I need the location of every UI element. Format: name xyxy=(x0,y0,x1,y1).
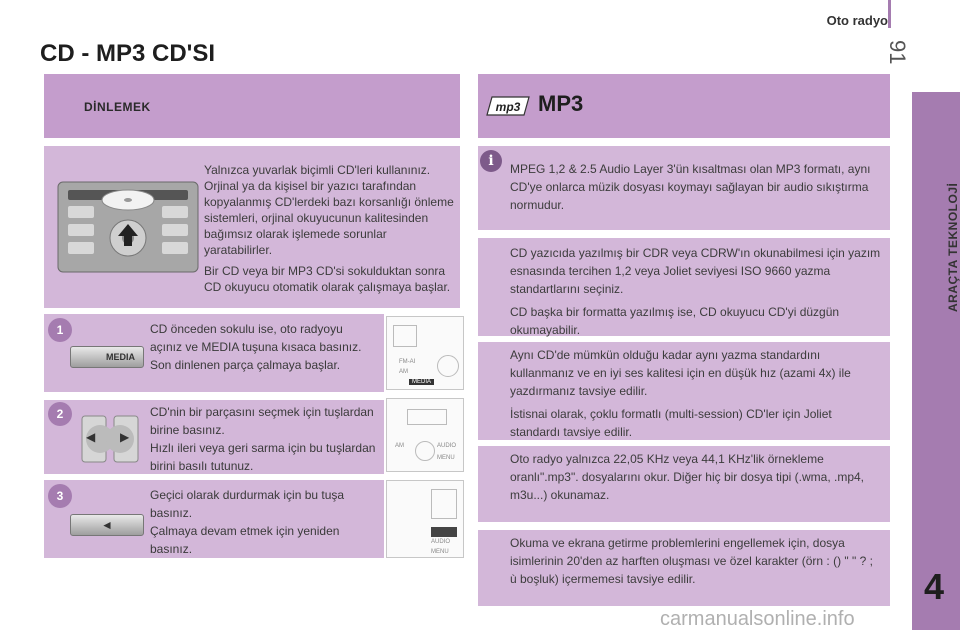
seek-back-icon[interactable]: ◀ xyxy=(86,430,96,444)
intro-text xyxy=(204,162,456,300)
intro-paragraph: Yalnızca yuvarlak biçimli CD'leri kullanınız. Orjinal ya da kişisel bir yazıcı tarafından kopyalanmış CD'lerdeki bazı korsanlığı önleme sistemleri, orjinal okuyucunun kalitesinden bağımsız olarak işlemede sorunlar yaratabilirler. xyxy=(204,163,454,257)
mp3-speed-text xyxy=(510,346,882,446)
step-1-line: Son dinlenen parça çalmaya başlar. xyxy=(150,358,341,372)
mp3-format-text xyxy=(510,450,882,509)
media-button[interactable]: MEDIA xyxy=(70,346,144,368)
radio-sketch-seek xyxy=(386,398,464,472)
mp3-writing-text xyxy=(510,244,882,344)
step-2-text xyxy=(150,403,378,475)
step-1-badge: 1 xyxy=(48,318,72,342)
listen-title: DİNLEMEK xyxy=(84,100,151,114)
pause-icon: ◄ xyxy=(101,518,113,532)
section-title: Oto radyo xyxy=(826,13,888,28)
radio-sketch-pause xyxy=(386,480,464,558)
mp3-paragraph: Okuma ve ekrana getirme problemlerini engellemek için, dosya isimlerinin 20'den az harften oluşması ve özel karakter (örn : () " " ? ; ù boşluk) içermemesi tavsiye edilir. xyxy=(510,536,873,586)
sketch-label-am: AM xyxy=(399,369,408,375)
mp3-paragraph: CD yazıcıda yazılmış bir CDR veya CDRW'ın okunabilmesi için yazım esnasında tercihen 1,2 veya Joliet seviyesi ISO 9660 yazma standartlarını seçiniz. xyxy=(510,246,881,296)
step-1-line: CD önceden sokulu ise, oto radyoyu açınız ve MEDIA tuşuna kısaca basınız. xyxy=(150,322,362,354)
pause-button[interactable] xyxy=(70,514,144,536)
sketch-label-audio: AUDIO xyxy=(431,539,451,545)
chapter-label: ARAÇTA TEKNOLOJİ xyxy=(946,182,960,312)
sketch-label-am: AM xyxy=(395,443,404,449)
step-3-line: Geçici olarak durdurmak için bu tuşa basınız. xyxy=(150,488,345,520)
step-1-text xyxy=(150,320,378,374)
page-title: CD - MP3 CD'SI xyxy=(40,40,216,67)
step-3-line: Çalmaya devam etmek için yeniden basınız. xyxy=(150,524,340,556)
step-3-badge: 3 xyxy=(48,484,72,508)
mp3-paragraph: MPEG 1,2 & 2.5 Audio Layer 3'ün kısaltması olan MP3 formatı, aynı CD'ye onlarca müzik dosyası koymayı sağlayan bir audio sıkıştırma normudur. xyxy=(510,162,871,212)
page-number: 91 xyxy=(885,40,910,65)
radio-sketch-media xyxy=(386,316,464,390)
mp3-filename-text xyxy=(510,534,882,593)
step-3-text xyxy=(150,486,378,558)
sketch-label-audio: AUDIO xyxy=(437,443,457,449)
sketch-label-fm: FM-AI xyxy=(399,359,416,365)
mp3-title: MP3 xyxy=(538,91,584,116)
header-accent-bar xyxy=(888,0,891,28)
step-2-badge: 2 xyxy=(48,402,72,426)
mp3-info-text xyxy=(510,160,882,219)
step-2-line: Hızlı ileri veya geri sarma için bu tuşlardan birini basılı tutunuz. xyxy=(150,441,376,473)
intro-paragraph: Bir CD veya bir MP3 CD'si sokulduktan sonra CD okuyucu otomatik olarak çalışmaya başlar. xyxy=(204,264,451,294)
sketch-label-menu: MENU xyxy=(431,549,449,555)
mp3-logo-icon xyxy=(486,96,530,116)
sketch-label-menu: MENU xyxy=(437,455,455,461)
sketch-label-media: MEDIA xyxy=(409,379,434,385)
cd-player-illustration xyxy=(56,180,200,274)
watermark: carmanualsonline.info xyxy=(660,608,855,630)
mp3-logo-text: mp3 xyxy=(495,100,521,114)
step-2-line: CD'nin bir parçasını seçmek için tuşlardan birine basınız. xyxy=(150,405,374,437)
info-icon: i xyxy=(480,150,502,172)
mp3-paragraph: CD başka bir formatta yazılmış ise, CD okuyucu CD'yi düzgün okumayabilir. xyxy=(510,305,840,337)
mp3-paragraph: İstisnai olarak, çoklu formatlı (multi-session) CD'ler için Joliet standardı tavsiye edilir. xyxy=(510,407,832,439)
seek-forward-icon[interactable]: ▶ xyxy=(120,430,130,444)
chapter-number: 4 xyxy=(924,566,945,607)
mp3-paragraph: Oto radyo yalnızca 22,05 KHz veya 44,1 KHz'lik örnekleme oranlı".mp3". dosyalarını okur. Diğer hiç bir dosya tipi (.wma, .mp4, m3u...) okunamaz. xyxy=(510,452,864,502)
mp3-paragraph: Aynı CD'de mümkün olduğu kadar aynı yazma standardını kullanmanız ve en iyi ses kalitesi için en düşük hız (azami 4x) ile yazdırmanız tavsiye edilir. xyxy=(510,348,851,398)
